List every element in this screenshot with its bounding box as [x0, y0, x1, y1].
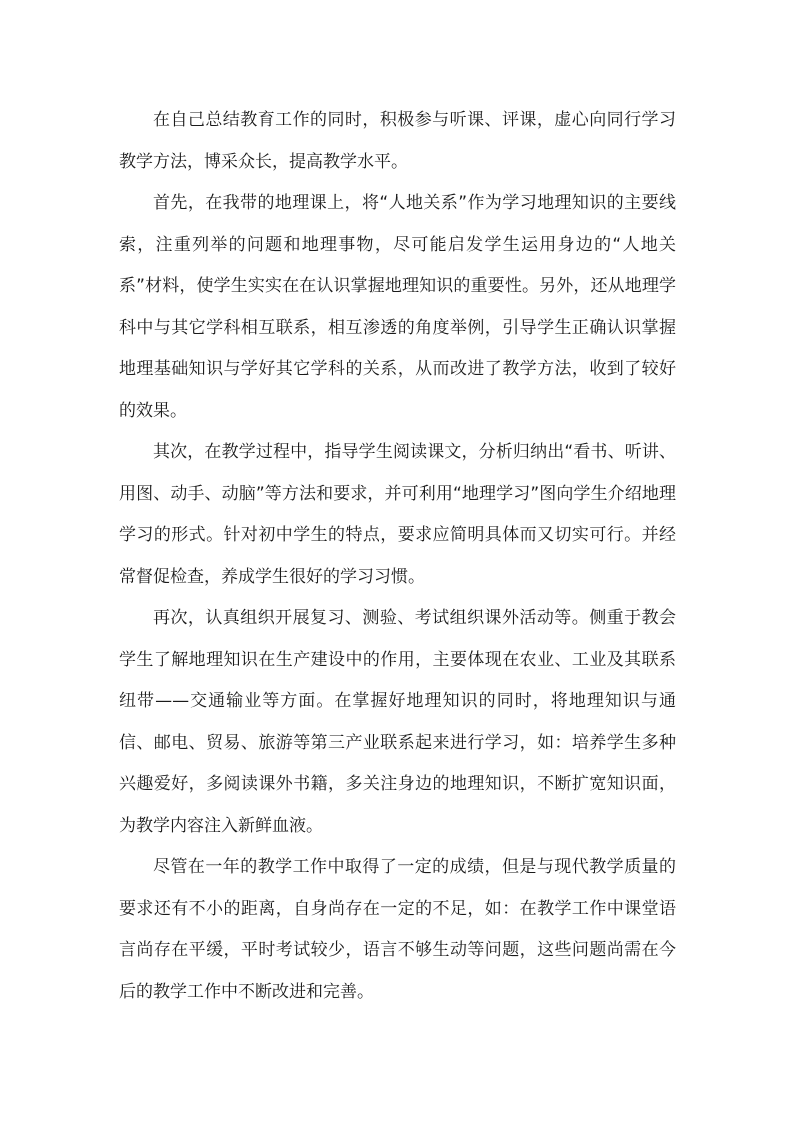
paragraph-4: 再次，认真组织开展复习、测验、考试组织课外活动等。侧重于教会学生了解地理知识在生产建设中的作用，主要体现在农业、工业及其联系纽带——交通输业等方面。在掌握好地理知识的同时，将地理知识与通信、邮电、贸易、旅游等第三产业联系起来进行学习，如：培养学生多种兴趣爱好，多阅读课外书籍，多关注身边的地理知识，不断扩宽知识面，为教学内容注入新鲜血液。: [119, 608, 676, 836]
paragraph-3: 其次，在教学过程中，指导学生阅读课文，分析归纳出“看书、听讲、用图、动手、动脑”等方法和要求，并可利用“地理学习”图向学生介绍地理学习的形式。针对初中学生的特点，要求应简明具体而又切实可行。并经常督促检查，养成学生很好的学习习惯。: [119, 442, 676, 587]
paragraph-2: 首先，在我带的地理课上，将“人地关系”作为学习地理知识的主要线索，注重列举的问题和地理事物，尽可能启发学生运用身边的“人地关系”材料，使学生实实在在认识掌握地理知识的重要性。另外，还从地理学科中与其它学科相互联系，相互渗透的角度举例，引导学生正确认识掌握地理基础知识与学好其它学科的关系，从而改进了教学方法，收到了较好的效果。: [119, 193, 676, 421]
paragraph-1: 在自己总结教育工作的同时，积极参与听课、评课，虚心向同行学习教学方法，博采众长，提高教学水平。: [119, 110, 676, 172]
paragraph-5: 尽管在一年的教学工作中取得了一定的成绩，但是与现代教学质量的要求还有不小的距离，自身尚存在一定的不足，如：在教学工作中课堂语言尚存在平缓，平时考试较少，语言不够生动等问题，这些问题尚需在今后的教学工作中不断改进和完善。: [119, 857, 676, 1002]
document-body: [119, 100, 676, 1013]
